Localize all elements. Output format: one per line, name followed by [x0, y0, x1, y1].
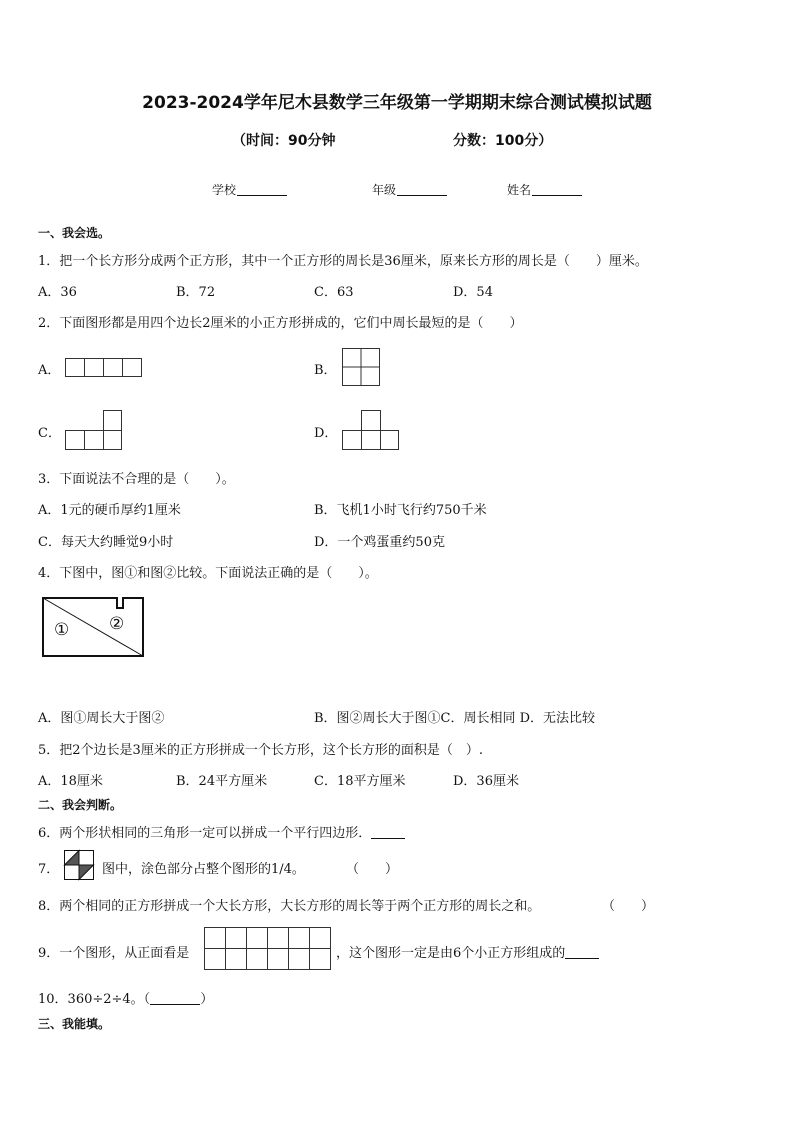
question-9-prefix: 9．一个图形，从正面看是	[38, 946, 190, 961]
question-8: 8．两个相同的正方形拼成一个大长方形，大长方形的周长等于两个正方形的周长之和。	[38, 899, 541, 914]
q2-figure-a	[65, 358, 143, 378]
section-heading-judge: 二、我会判断。	[38, 798, 123, 812]
section-heading-choice: 一、我会选。	[38, 226, 111, 240]
exam-score: 分数：100分）	[453, 133, 553, 149]
question-9-suffix	[336, 942, 599, 961]
q2-option-b[interactable]: B．	[314, 363, 337, 378]
school-label: 学校	[212, 183, 237, 197]
name-label: 姓名	[507, 183, 532, 197]
q4-option-a[interactable]: A．图①周长大于图②	[38, 711, 165, 726]
q2-figure-c	[65, 410, 125, 452]
question-5: 5．把2个边长是3厘米的正方形拼成一个长方形，这个长方形的面积是（ ）.	[38, 743, 483, 758]
name-field	[507, 181, 582, 198]
q3-option-a[interactable]: A．1元的硬币厚约1厘米	[38, 503, 181, 518]
q8-answer-paren[interactable]: （ ）	[602, 899, 655, 914]
q3-option-d[interactable]: D．一个鸡蛋重约50克	[314, 535, 445, 550]
q6-text: 6．两个形状相同的三角形一定可以拼成一个平行四边形．	[38, 826, 372, 841]
q1-option-d[interactable]: D．54	[453, 285, 493, 300]
name-blank[interactable]	[532, 183, 582, 196]
q2-figure-b	[342, 348, 382, 388]
q7-answer-paren[interactable]: （ ）	[346, 862, 399, 877]
question-3: 3．下面说法不合理的是（ ）。	[38, 472, 235, 487]
q1-option-a[interactable]: A．36	[38, 285, 77, 300]
question-7: 图中，涂色部分占整个图形的1/4。	[102, 862, 305, 877]
q6-answer-blank[interactable]	[371, 826, 405, 839]
q2-option-d[interactable]: D．	[314, 426, 338, 441]
grade-blank[interactable]	[397, 183, 447, 196]
q3-option-b[interactable]: B．飞机1小时飞行约750千米	[314, 503, 487, 518]
q10-text: 10．360÷2÷4。（	[38, 992, 151, 1007]
q9-figure	[204, 927, 332, 971]
q1-option-c[interactable]: C．63	[314, 285, 354, 300]
q10-answer-blank[interactable]	[150, 992, 200, 1005]
q5-option-c[interactable]: C．18平方厘米	[314, 774, 406, 789]
question-6	[38, 822, 405, 841]
school-field	[212, 181, 287, 198]
q3-option-c[interactable]: C．每天大约睡觉9小时	[38, 535, 174, 550]
q5-option-d[interactable]: D．36厘米	[453, 774, 519, 789]
q7-number: 7．	[38, 862, 60, 877]
grade-field	[372, 181, 447, 198]
q4-region-1-label: ①	[54, 620, 70, 640]
q1-option-b[interactable]: B．72	[176, 285, 216, 300]
q2-option-c[interactable]: C．	[38, 426, 61, 441]
page-title: 2023-2024学年尼木县数学三年级第一学期期末综合测试模拟试题	[142, 93, 652, 113]
q4-region-2-label: ②	[109, 614, 125, 634]
q4-options-bcd[interactable]: B．图②周长大于图①C．周长相同 D．无法比较	[314, 711, 596, 726]
q2-figure-d	[342, 410, 402, 452]
question-1: 1．把一个长方形分成两个正方形，其中一个正方形的周长是36厘米，原来长方形的周长是（ ）厘米。	[38, 254, 648, 269]
q9-answer-blank[interactable]	[565, 946, 599, 959]
q9-text: ，这个图形一定是由6个小正方形组成的	[336, 946, 566, 961]
q7-figure	[64, 850, 96, 882]
exam-time: （时间：90分钟	[232, 133, 336, 149]
q2-option-a[interactable]: A．	[38, 363, 61, 378]
section-heading-fill: 三、我能填。	[38, 1017, 111, 1031]
grade-label: 年级	[372, 183, 397, 197]
q10-close: ）	[200, 992, 214, 1007]
school-blank[interactable]	[237, 183, 287, 196]
q5-option-a[interactable]: A．18厘米	[38, 774, 103, 789]
question-2: 2．下面图形都是用四个边长2厘米的小正方形拼成的，它们中周长最短的是（ ）	[38, 316, 523, 331]
question-4: 4．下图中，图①和图②比较。下面说法正确的是（ ）。	[38, 566, 378, 581]
question-10	[38, 988, 213, 1007]
q5-option-b[interactable]: B．24平方厘米	[176, 774, 268, 789]
